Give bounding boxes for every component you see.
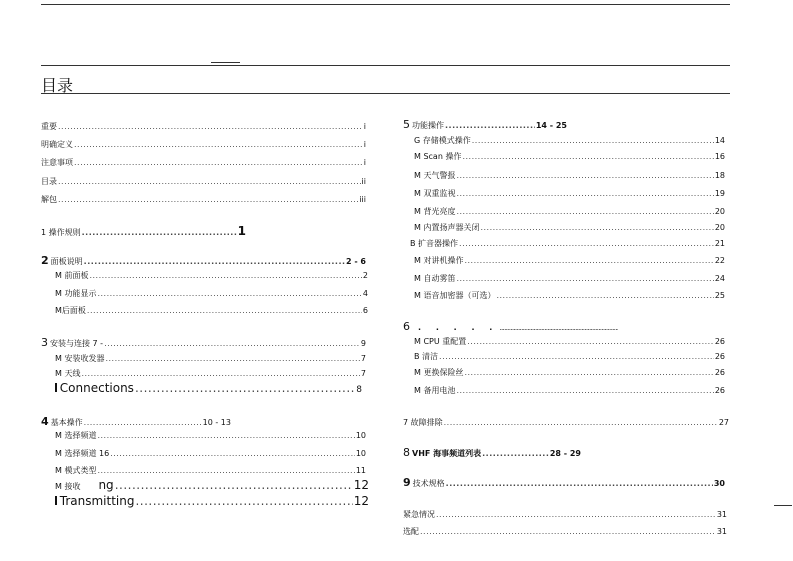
- leader-dots: [456, 386, 713, 395]
- toc-label: M 双重监视: [414, 189, 456, 198]
- toc-label: M 选择频道: [55, 431, 97, 440]
- toc-entry-transmitting[interactable]: [55, 494, 369, 508]
- toc-label-suffix: ng: [98, 478, 114, 492]
- toc-entry-select-channel[interactable]: [55, 430, 366, 441]
- toc-section-1[interactable]: [41, 224, 246, 238]
- toc-label: M 天气警报: [414, 171, 456, 180]
- leader-dots: [97, 431, 354, 440]
- leader-dots: [456, 274, 713, 283]
- toc-section-9[interactable]: [403, 476, 725, 489]
- toc-page: 7: [360, 354, 366, 363]
- toc-section-2[interactable]: [41, 254, 366, 267]
- toc-section-6[interactable]: [403, 320, 619, 333]
- toc-entry-precautions[interactable]: [41, 157, 366, 168]
- toc-page: 8: [356, 385, 362, 395]
- toc-page: 31: [716, 527, 727, 536]
- toc-entry-cpu-reset[interactable]: [414, 336, 725, 347]
- toc-entry-weather-alert[interactable]: [414, 170, 725, 181]
- leader-dots: [462, 152, 713, 161]
- toc-label: M 自动雾笛: [414, 274, 456, 283]
- toc-entry-loud-hailer[interactable]: [410, 238, 725, 249]
- leader-dots: [420, 527, 716, 536]
- toc-label: 功能操作: [412, 121, 444, 130]
- page-title: 目录: [41, 76, 74, 95]
- toc-entry-emergency[interactable]: [403, 509, 727, 520]
- toc-label: M 更换保险丝: [414, 368, 464, 377]
- toc-label: M 备用电池: [414, 386, 456, 395]
- toc-entry-intercom[interactable]: [414, 255, 725, 266]
- toc-entry-cleaning[interactable]: [414, 351, 725, 362]
- toc-label: M 选择频道 16: [55, 449, 110, 458]
- toc-label: . . . . .: [418, 323, 499, 332]
- toc-label: 解包: [41, 195, 57, 204]
- toc-entry-antenna[interactable]: [55, 368, 366, 379]
- toc-entry-voice-scrambler[interactable]: [414, 290, 725, 301]
- leader-dots: [105, 354, 359, 363]
- toc-page: 26: [714, 337, 725, 346]
- toc-section-4[interactable]: [41, 415, 231, 428]
- toc-label: 注意事项: [41, 158, 73, 167]
- leader-dots: [87, 306, 362, 315]
- section-number: 5: [403, 118, 410, 131]
- toc-label: 安装与连接 7 -: [50, 339, 104, 348]
- toc-entry-contents[interactable]: [41, 176, 366, 187]
- toc-page: 7: [360, 369, 366, 378]
- section-number: 2: [41, 254, 49, 267]
- toc-page: 10: [355, 431, 366, 440]
- leader-dots: [446, 479, 713, 488]
- toc-label: M CPU 重配置: [414, 337, 467, 346]
- toc-page: 19: [714, 189, 725, 198]
- toc-label: 紧急情况: [403, 510, 435, 519]
- toc-page: i: [363, 140, 366, 149]
- leader-dots: [456, 189, 713, 198]
- leader-dots: [444, 418, 718, 427]
- leader-dots: [482, 449, 549, 458]
- leader-dots: [74, 158, 363, 167]
- toc-label: 技术规格: [412, 479, 445, 488]
- toc-page: 11: [355, 466, 366, 475]
- toc-page: 12: [353, 478, 369, 492]
- leader-dots: [456, 207, 713, 216]
- toc-section-8[interactable]: [403, 446, 581, 459]
- toc-label: B 清洁: [414, 352, 439, 361]
- toc-page: 2 - 6: [345, 257, 366, 266]
- leader-dots: [496, 291, 713, 300]
- toc-label: M 对讲机操作: [414, 256, 464, 265]
- leader-dots: [499, 323, 618, 332]
- toc-label: M 天线: [55, 369, 81, 378]
- leader-dots: [97, 466, 354, 475]
- toc-entry-dual-watch[interactable]: [414, 188, 725, 199]
- toc-entry-speaker-off[interactable]: [414, 222, 725, 233]
- leader-dots: [480, 223, 713, 232]
- leader-dots: [456, 171, 713, 180]
- toc-entry-unpacking[interactable]: [41, 194, 366, 205]
- toc-label: M Scan 操作: [414, 152, 462, 161]
- leader-dots: [58, 195, 358, 204]
- toc-entry-options[interactable]: [403, 526, 727, 537]
- edge-mark: [774, 505, 792, 506]
- leader-dots: [439, 352, 714, 361]
- toc-label: 面板说明: [50, 257, 83, 266]
- toc-label: 选配: [403, 527, 419, 536]
- toc-page: 14: [714, 136, 725, 145]
- leader-dots: [74, 140, 363, 149]
- section-number: 9: [403, 476, 411, 489]
- toc-entry-definitions[interactable]: [41, 139, 366, 150]
- toc-entry-select-channel-16[interactable]: [55, 448, 366, 459]
- leader-dots: [84, 418, 202, 427]
- leader-dots: [135, 494, 352, 508]
- leader-dots: [81, 369, 359, 378]
- section-number: 3: [41, 336, 48, 349]
- toc-page: 30: [713, 479, 725, 488]
- toc-page: iii: [359, 195, 366, 204]
- toc-page: 20: [714, 223, 725, 232]
- toc-label: 基本操作: [50, 418, 83, 427]
- toc-label: 重要: [41, 122, 57, 131]
- toc-label: 明确定义: [41, 140, 73, 149]
- toc-label: M后面板: [55, 306, 86, 315]
- toc-page: 22: [714, 256, 725, 265]
- header-rule: [41, 65, 730, 66]
- toc-page: i: [363, 122, 366, 131]
- toc-page: 21: [714, 239, 725, 248]
- leader-dots: [89, 271, 361, 280]
- leader-dots: [110, 449, 355, 458]
- toc-page: 20: [714, 207, 725, 216]
- toc-page: 14 - 25: [535, 121, 567, 130]
- toc-page: ii: [361, 177, 366, 186]
- leader-dots: [115, 478, 353, 492]
- toc-page: 31: [716, 510, 727, 519]
- toc-page: 1: [237, 224, 246, 238]
- toc-entry-connections[interactable]: [55, 381, 362, 395]
- toc-entry-mounting[interactable]: [55, 353, 366, 364]
- toc-entry-fuse[interactable]: [414, 367, 725, 378]
- toc-entry-mode-type[interactable]: [55, 465, 366, 476]
- leader-dots: [97, 289, 361, 298]
- toc-label: Transmitting: [59, 494, 135, 508]
- section-number: 4: [41, 415, 49, 428]
- toc-section-7[interactable]: [403, 417, 729, 428]
- toc-page: 6: [362, 306, 368, 315]
- toc-entry-fog-horn[interactable]: [414, 273, 725, 284]
- leader-dots: [464, 256, 713, 265]
- leader-dots: [104, 339, 360, 348]
- toc-label: M 语音加密器（可选）: [414, 291, 496, 300]
- square-bullet-icon: [55, 383, 57, 392]
- toc-page: 24: [714, 274, 725, 283]
- toc-entry-backup-battery[interactable]: [414, 385, 725, 396]
- toc-entry-receiving[interactable]: [55, 478, 369, 492]
- toc-page: 26: [714, 386, 725, 395]
- toc-entry-front-panel[interactable]: [55, 270, 368, 281]
- leader-dots: [58, 177, 361, 186]
- toc-label: M 内置扬声器关闭: [414, 223, 480, 232]
- toc-label: M 功能显示: [55, 289, 97, 298]
- toc-page: 25: [714, 291, 725, 300]
- toc-page: 18: [714, 171, 725, 180]
- square-bullet-icon: [55, 496, 57, 505]
- toc-label: M 模式类型: [55, 466, 97, 475]
- toc-page: 26: [714, 352, 725, 361]
- toc-label: 7 故障排除: [403, 418, 443, 427]
- toc-label: G 存储模式操作: [414, 136, 471, 145]
- toc-page: i: [363, 158, 366, 167]
- toc-label: B 扩音器操作: [410, 239, 459, 248]
- toc-label: 1 操作规则: [41, 228, 81, 237]
- toc-entry-backlight[interactable]: [414, 206, 725, 217]
- toc-label: M 前面板: [55, 271, 89, 280]
- leader-dots: [82, 228, 237, 237]
- leader-dots: [58, 122, 363, 131]
- leader-dots: [445, 121, 535, 130]
- toc-entry-important[interactable]: [41, 121, 366, 132]
- leader-dots: [464, 368, 713, 377]
- toc-section-3[interactable]: [41, 336, 366, 349]
- toc-page: 10 - 13: [202, 418, 231, 427]
- leader-dots: [135, 381, 355, 395]
- toc-page: 16: [714, 152, 725, 161]
- toc-label: M 接收: [55, 482, 81, 491]
- toc-entry-memory-mode[interactable]: [414, 135, 725, 146]
- toc-label: M 安装收发器: [55, 354, 105, 363]
- header-tab-rule: [211, 62, 240, 63]
- leader-dots: [459, 239, 714, 248]
- leader-dots: [436, 510, 716, 519]
- top-rule: [41, 4, 730, 5]
- toc-label: Connections: [59, 381, 134, 395]
- toc-page: 2: [362, 271, 368, 280]
- toc-entry-rear-panel[interactable]: [55, 305, 368, 316]
- toc-page: 26: [714, 368, 725, 377]
- toc-entry-scan[interactable]: [414, 151, 725, 162]
- toc-label: 目录: [41, 177, 57, 186]
- toc-page: 12: [353, 494, 369, 508]
- section-number: 8: [403, 446, 410, 459]
- toc-entry-function-display[interactable]: [55, 288, 368, 299]
- toc-page: 28 - 29: [549, 449, 581, 458]
- toc-label: M 背光亮度: [414, 207, 456, 216]
- leader-dots: [472, 136, 714, 145]
- toc-label: VHF 海事频道列表: [412, 449, 482, 458]
- toc-page: 10: [355, 449, 366, 458]
- toc-page: 9: [360, 339, 366, 348]
- title-rule: [41, 93, 730, 94]
- section-number: 6: [403, 320, 410, 333]
- toc-section-5[interactable]: [403, 118, 567, 131]
- leader-dots: [84, 257, 345, 266]
- leader-dots: [467, 337, 714, 346]
- toc-page: 4: [362, 289, 368, 298]
- toc-page: 27: [718, 418, 729, 427]
